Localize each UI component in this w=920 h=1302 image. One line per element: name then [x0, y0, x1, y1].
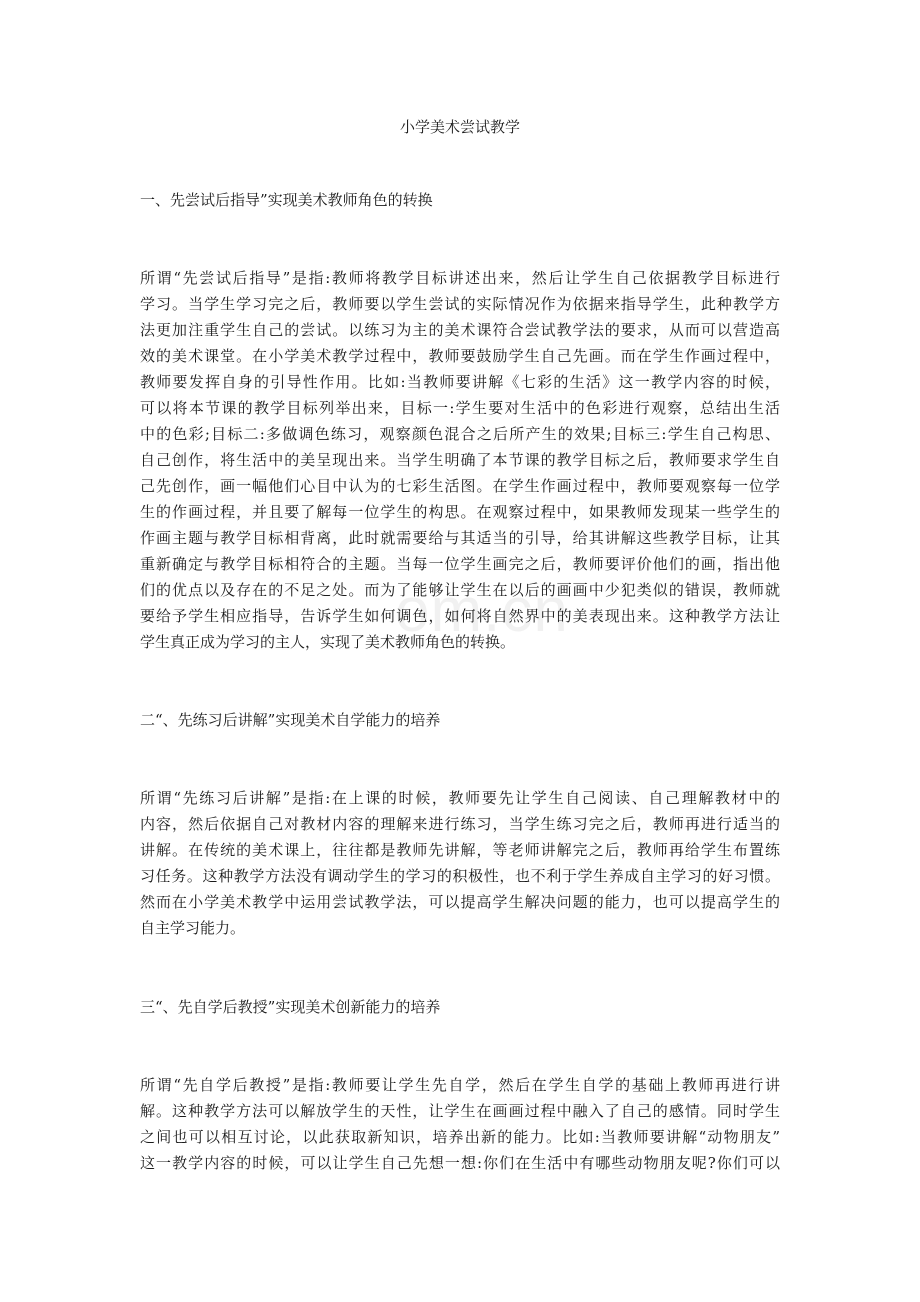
paragraph-line: 法更加注重学生自己的尝试。以练习为主的美术课符合尝试教学法的要求，从而可以营造高: [140, 321, 780, 339]
section-2-heading: 二“、先练习后讲解”实现美术自学能力的培养: [140, 711, 441, 729]
paragraph-line: 作画主题与教学目标相背离，此时就需要给与其适当的引导，给其讲解这些教学目标，让其: [140, 529, 780, 547]
paragraph-line: 所谓“先尝试后指导”是指:教师将教学目标讲述出来，然后让学生自己依据教学目标进行: [140, 269, 780, 287]
paragraph-line: 所谓“先自学后教授”是指:教师要让学生先自学，然后在学生自学的基础上教师再进行讲: [140, 1076, 780, 1094]
paragraph-line: 之间也可以相互讨论，以此获取新知识，培养出新的能力。比如:当教师要讲解“动物朋友”: [140, 1128, 780, 1146]
document-title: 小学美术尝试教学: [399, 118, 520, 136]
paragraph-line: 可以将本节课的教学目标列举出来，目标一:学生要对生活中的色彩进行观察，总结出生活: [140, 399, 780, 417]
paragraph-line: 讲解。在传统的美术课上，往往都是教师先讲解，等老师讲解完之后，教师再给学生布置练: [140, 841, 780, 859]
section-3-heading: 三“、先自学后教授”实现美术创新能力的培养: [140, 998, 441, 1016]
section-1-heading: 一、先尝试后指导”实现美术教师角色的转换: [140, 191, 433, 209]
paragraph-line: 所谓“先练习后讲解”是指:在上课的时候，教师要先让学生自己阅读、自己理解教材中的: [140, 789, 780, 807]
paragraph-line: 自主学习能力。: [140, 919, 246, 937]
paragraph-line: 解。这种教学方法可以解放学生的天性，让学生在画画过程中融入了自己的感情。同时学生: [140, 1102, 780, 1120]
paragraph-line: 己先创作，画一幅他们心目中认为的七彩生活图。在学生作画过程中，教师要观察每一位学: [140, 477, 780, 495]
paragraph-line: 们的优点以及存在的不足之处。而为了能够让学生在以后的画画中少犯类似的错误，教师就: [140, 581, 780, 599]
paragraph-line: 重新确定与教学目标相符合的主题。当每一位学生画完之后，教师要评价他们的画，指出他: [140, 555, 780, 573]
section-1-paragraph: [140, 265, 780, 655]
paragraph-line: 习任务。这种教学方法没有调动学生的学习的积极性，也不利于学生养成自主学习的好习惯。: [140, 867, 780, 885]
paragraph-line: 效的美术课堂。在小学美术教学过程中，教师要鼓励学生自己先画。而在学生作画过程中，: [140, 347, 780, 365]
paragraph-line: 学习。当学生学习完之后，教师要以学生尝试的实际情况作为依据来指导学生，此种教学方: [140, 295, 780, 313]
paragraph-line: 学生真正成为学习的主人，实现了美术教师角色的转换。: [140, 633, 516, 651]
section-3-paragraph: [140, 1072, 780, 1176]
watermark: om.cn: [395, 576, 569, 645]
paragraph-line: 生的作画过程，并且要了解每一位学生的构思。在观察过程中，如果教师发现某一些学生的: [140, 503, 780, 521]
paragraph-line: 然而在小学美术教学中运用尝试教学法，可以提高学生解决问题的能力，也可以提高学生的: [140, 893, 780, 911]
section-2-paragraph: [140, 785, 780, 941]
paragraph-line: 要给予学生相应指导，告诉学生如何调色，如何将自然界中的美表现出来。这种教学方法让: [140, 607, 780, 625]
paragraph-line: 教师要发挥自身的引导性作用。比如:当教师要讲解《七彩的生活》这一教学内容的时候，: [140, 373, 780, 391]
paragraph-line: 内容，然后依据自己对教材内容的理解来进行练习，当学生练习完之后，教师再进行适当的: [140, 815, 780, 833]
paragraph-line: 中的色彩;目标二:多做调色练习，观察颜色混合之后所产生的效果;目标三:学生自己构思、: [140, 425, 780, 443]
paragraph-line: 自己创作，将生活中的美呈现出来。当学生明确了本节课的教学目标之后，教师要求学生自: [140, 451, 780, 469]
paragraph-line: 这一教学内容的时候，可以让学生自己先想一想:你们在生活中有哪些动物朋友呢?你们可以: [140, 1154, 780, 1172]
